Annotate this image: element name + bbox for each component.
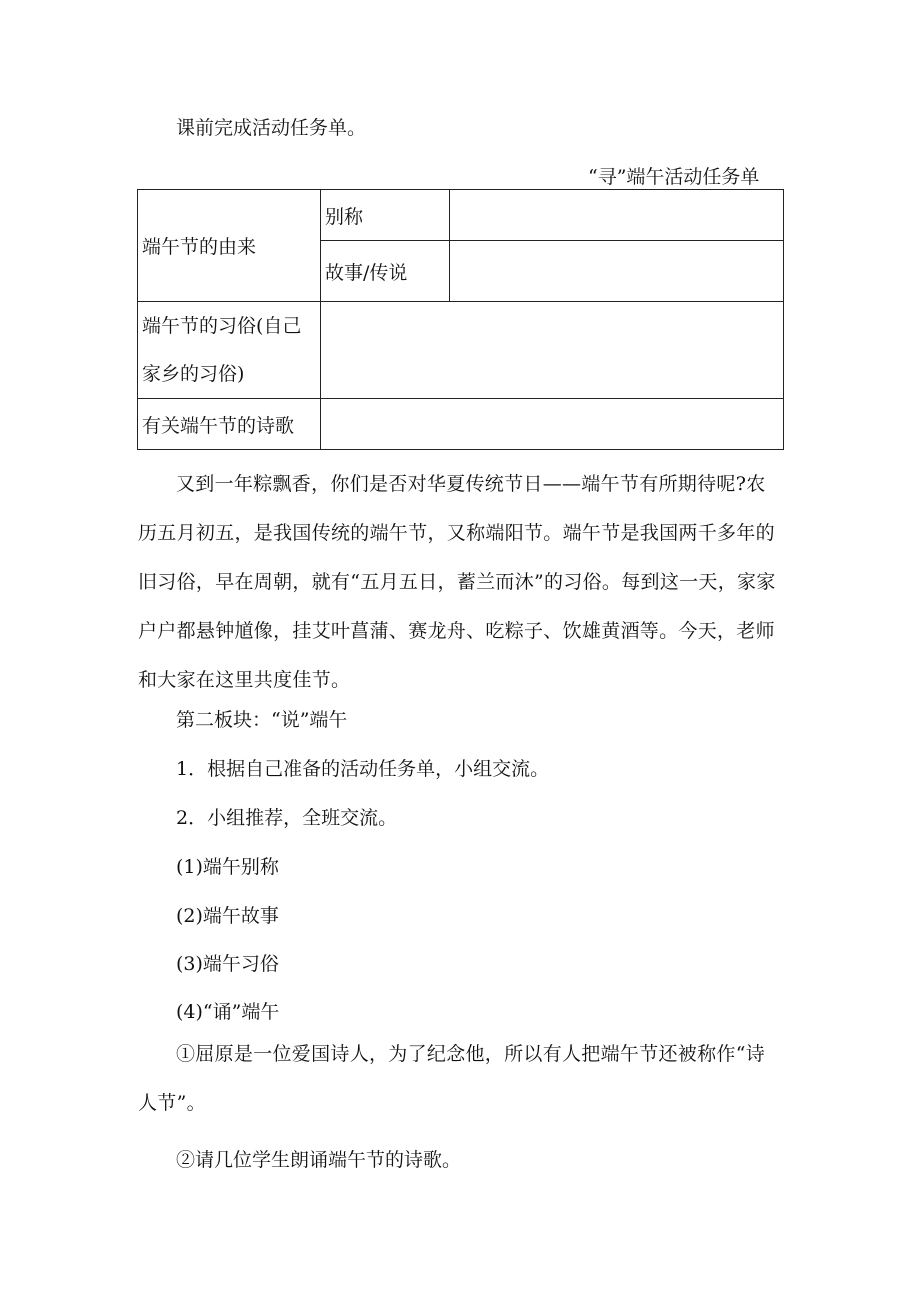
alias-answer-cell [450, 190, 784, 241]
item-3: (3)端午习俗 [176, 953, 279, 975]
customs-label-cell: 端午节的习俗(自己家乡的习俗) [138, 302, 321, 399]
story-label-cell: 故事/传说 [321, 241, 450, 302]
alias-label-cell: 别称 [321, 190, 450, 241]
paragraph-intro: 又到一年粽飘香，你们是否对华夏传统节日——端午节有所期待呢?农历五月初五，是我国传统的端午节，又称端阳节。端午节是我国两千多年的旧习俗，早在周朝，就有“五月五日，蓄兰而沐”的习俗。每到这一天，家家户户都悬钟馗像，挂艾叶菖蒲、赛龙舟、吃粽子、饮雄黄酒等。今天，老师和大家在这里共度佳节。 [138, 473, 776, 691]
step-2: 2．小组推荐，全班交流。 [176, 807, 398, 829]
item-2: (2)端午故事 [176, 905, 279, 927]
poems-label-cell: 有关端午节的诗歌 [138, 399, 321, 450]
table-row [138, 399, 784, 450]
table-title: “寻”端午活动任务单 [588, 166, 760, 188]
poems-answer-cell [321, 399, 784, 450]
point-2: ②请几位学生朗诵端午节的诗歌。 [176, 1149, 462, 1171]
activity-task-table [137, 189, 784, 450]
table-row [138, 302, 784, 399]
table-row [138, 190, 784, 241]
origin-label-cell: 端午节的由来 [138, 190, 321, 302]
story-answer-cell [450, 241, 784, 302]
item-1: (1)端午别称 [176, 856, 279, 878]
item-4: (4)“诵”端午 [176, 1001, 280, 1023]
section-2-title: 第二板块：“说”端午 [176, 709, 348, 731]
point-1: ①屈原是一位爱国诗人，为了纪念他，所以有人把端午节还被称作“诗人节”。 [138, 1043, 766, 1114]
customs-answer-cell [321, 302, 784, 399]
step-1: 1．根据自己准备的活动任务单，小组交流。 [176, 758, 550, 780]
intro-line: 课前完成活动任务单。 [176, 117, 367, 139]
